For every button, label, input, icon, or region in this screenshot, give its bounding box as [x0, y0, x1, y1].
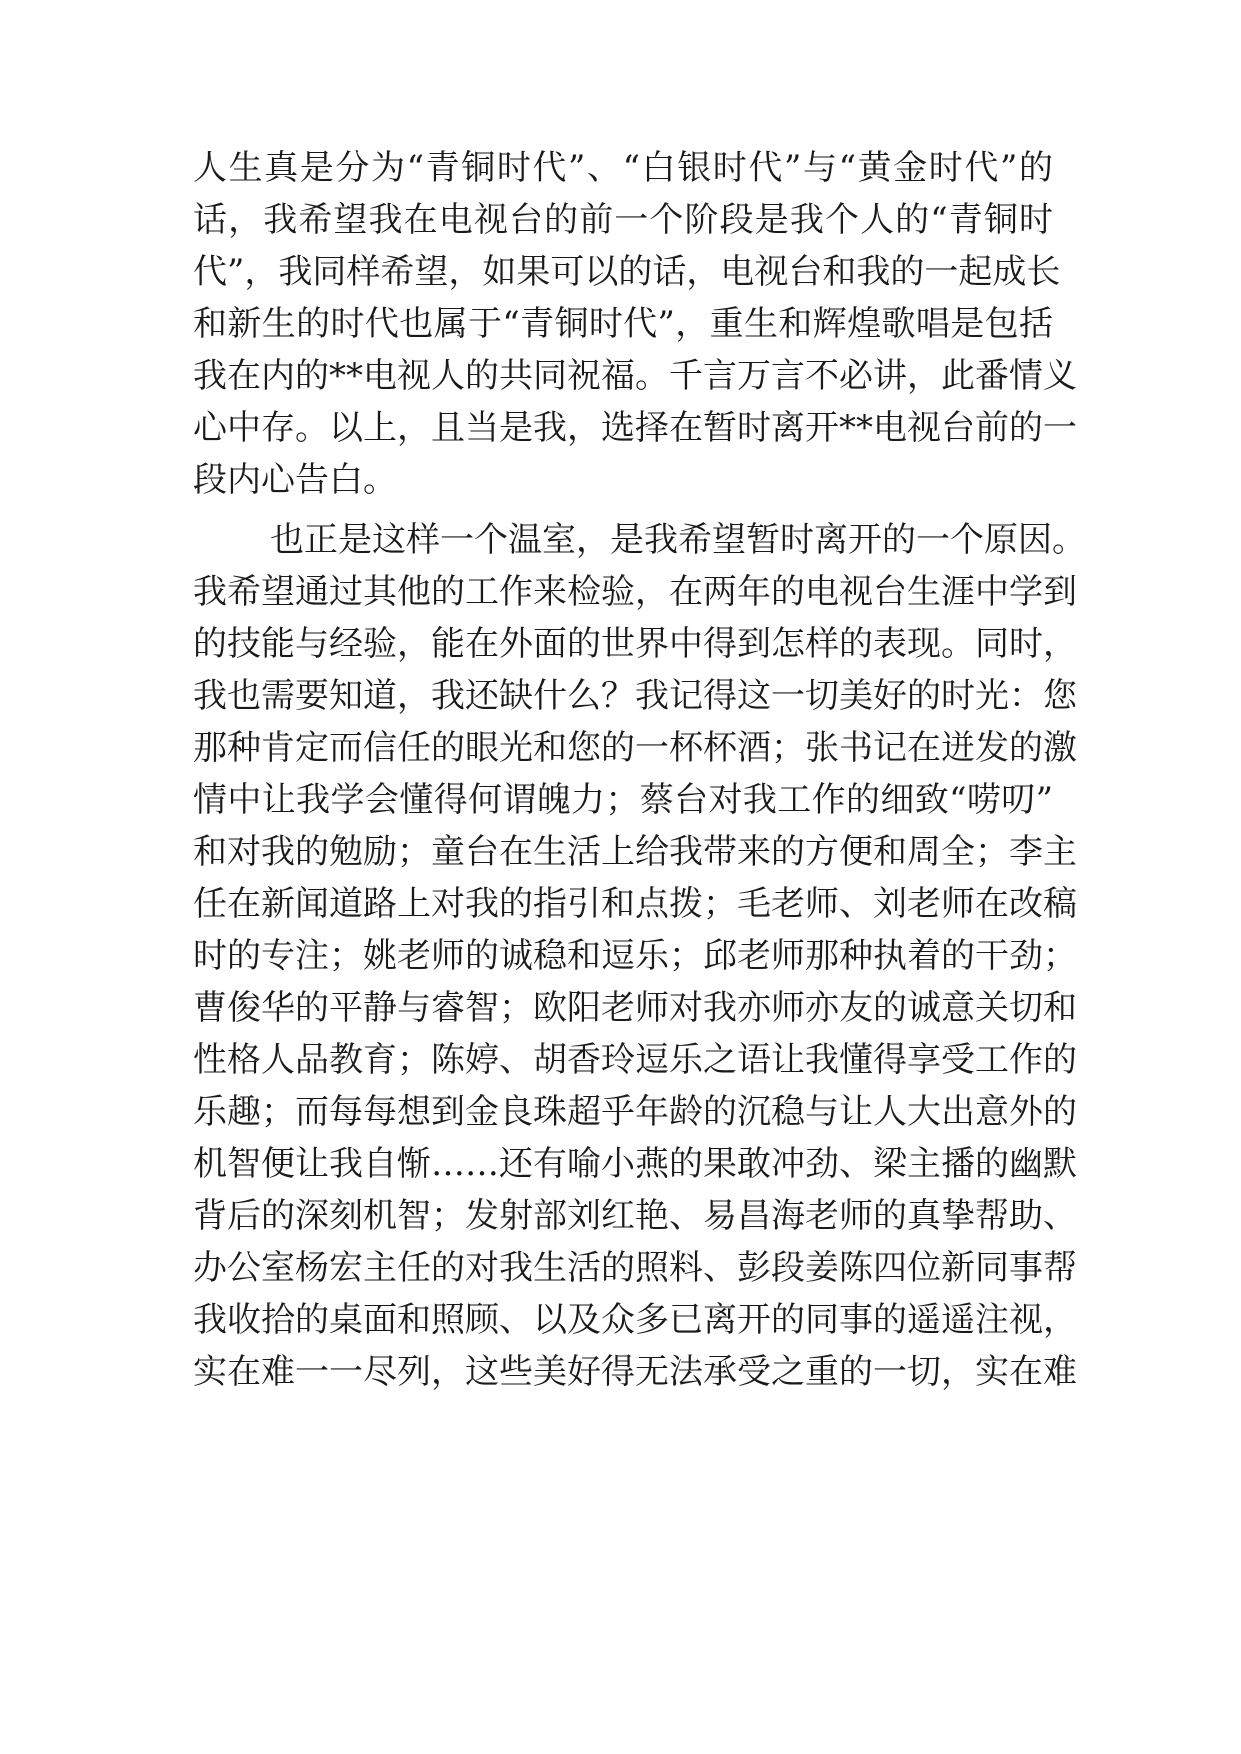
text-line: 代”，我同样希望，如果可以的话，电视台和我的一起成长	[193, 252, 1061, 292]
text-line: 那种肯定而信任的眼光和您的一杯杯酒；张书记在迸发的激	[193, 728, 1077, 768]
text-line: 背后的深刻机智；发射部刘红艳、易昌海老师的真挚帮助、	[193, 1196, 1077, 1236]
text-line: 心中存。以上，且当是我，选择在暂时离开**电视台前的一	[193, 408, 1077, 448]
text-line: 性格人品教育；陈婷、胡香玲逗乐之语让我懂得享受工作的	[193, 1040, 1077, 1080]
text-line: 任在新闻道路上对我的指引和点拨；毛老师、刘老师在改稿	[193, 884, 1077, 924]
text-line: 话，我希望我在电视台的前一个阶段是我个人的“青铜时	[193, 200, 1053, 240]
text-line: 机智便让我自惭……还有喻小燕的果敢冲劲、梁主播的幽默	[193, 1144, 1077, 1184]
text-line: 和新生的时代也属于“青铜时代”，重生和辉煌歌唱是包括	[193, 304, 1053, 344]
text-line: 和对我的勉励；童台在生活上给我带来的方便和周全；李主	[193, 832, 1077, 872]
text-line: 的技能与经验，能在外面的世界中得到怎样的表现。同时，	[193, 624, 1077, 664]
text-line: 我在内的**电视人的共同祝福。千言万言不必讲，此番情义	[193, 356, 1077, 396]
text-line: 我也需要知道，我还缺什么？我记得这一切美好的时光：您	[193, 676, 1077, 716]
text-line: 我收拾的桌面和照顾、以及众多已离开的同事的遥遥注视，	[193, 1300, 1077, 1340]
text-line: 曹俊华的平静与睿智；欧阳老师对我亦师亦友的诚意关切和	[193, 988, 1077, 1028]
text-line: 实在难一一尽列，这些美好得无法承受之重的一切，实在难	[193, 1352, 1077, 1392]
text-line: 段内心告白。	[193, 460, 397, 500]
text-line: 人生真是分为“青铜时代”、“白银时代”与“黄金时代”的	[193, 148, 1053, 188]
text-line: 也正是这样一个温室，是我希望暂时离开的一个原因。	[270, 520, 1086, 560]
text-line: 乐趣；而每每想到金良珠超乎年龄的沉稳与让人大出意外的	[193, 1092, 1077, 1132]
text-line: 情中让我学会懂得何谓魄力；蔡台对我工作的细致“唠叨”	[193, 780, 1053, 820]
text-line: 我希望通过其他的工作来检验，在两年的电视台生涯中学到	[193, 572, 1077, 612]
text-line: 办公室杨宏主任的对我生活的照料、彭段姜陈四位新同事帮	[193, 1248, 1077, 1288]
text-line: 时的专注；姚老师的诚稳和逗乐；邱老师那种执着的干劲；	[193, 936, 1077, 976]
